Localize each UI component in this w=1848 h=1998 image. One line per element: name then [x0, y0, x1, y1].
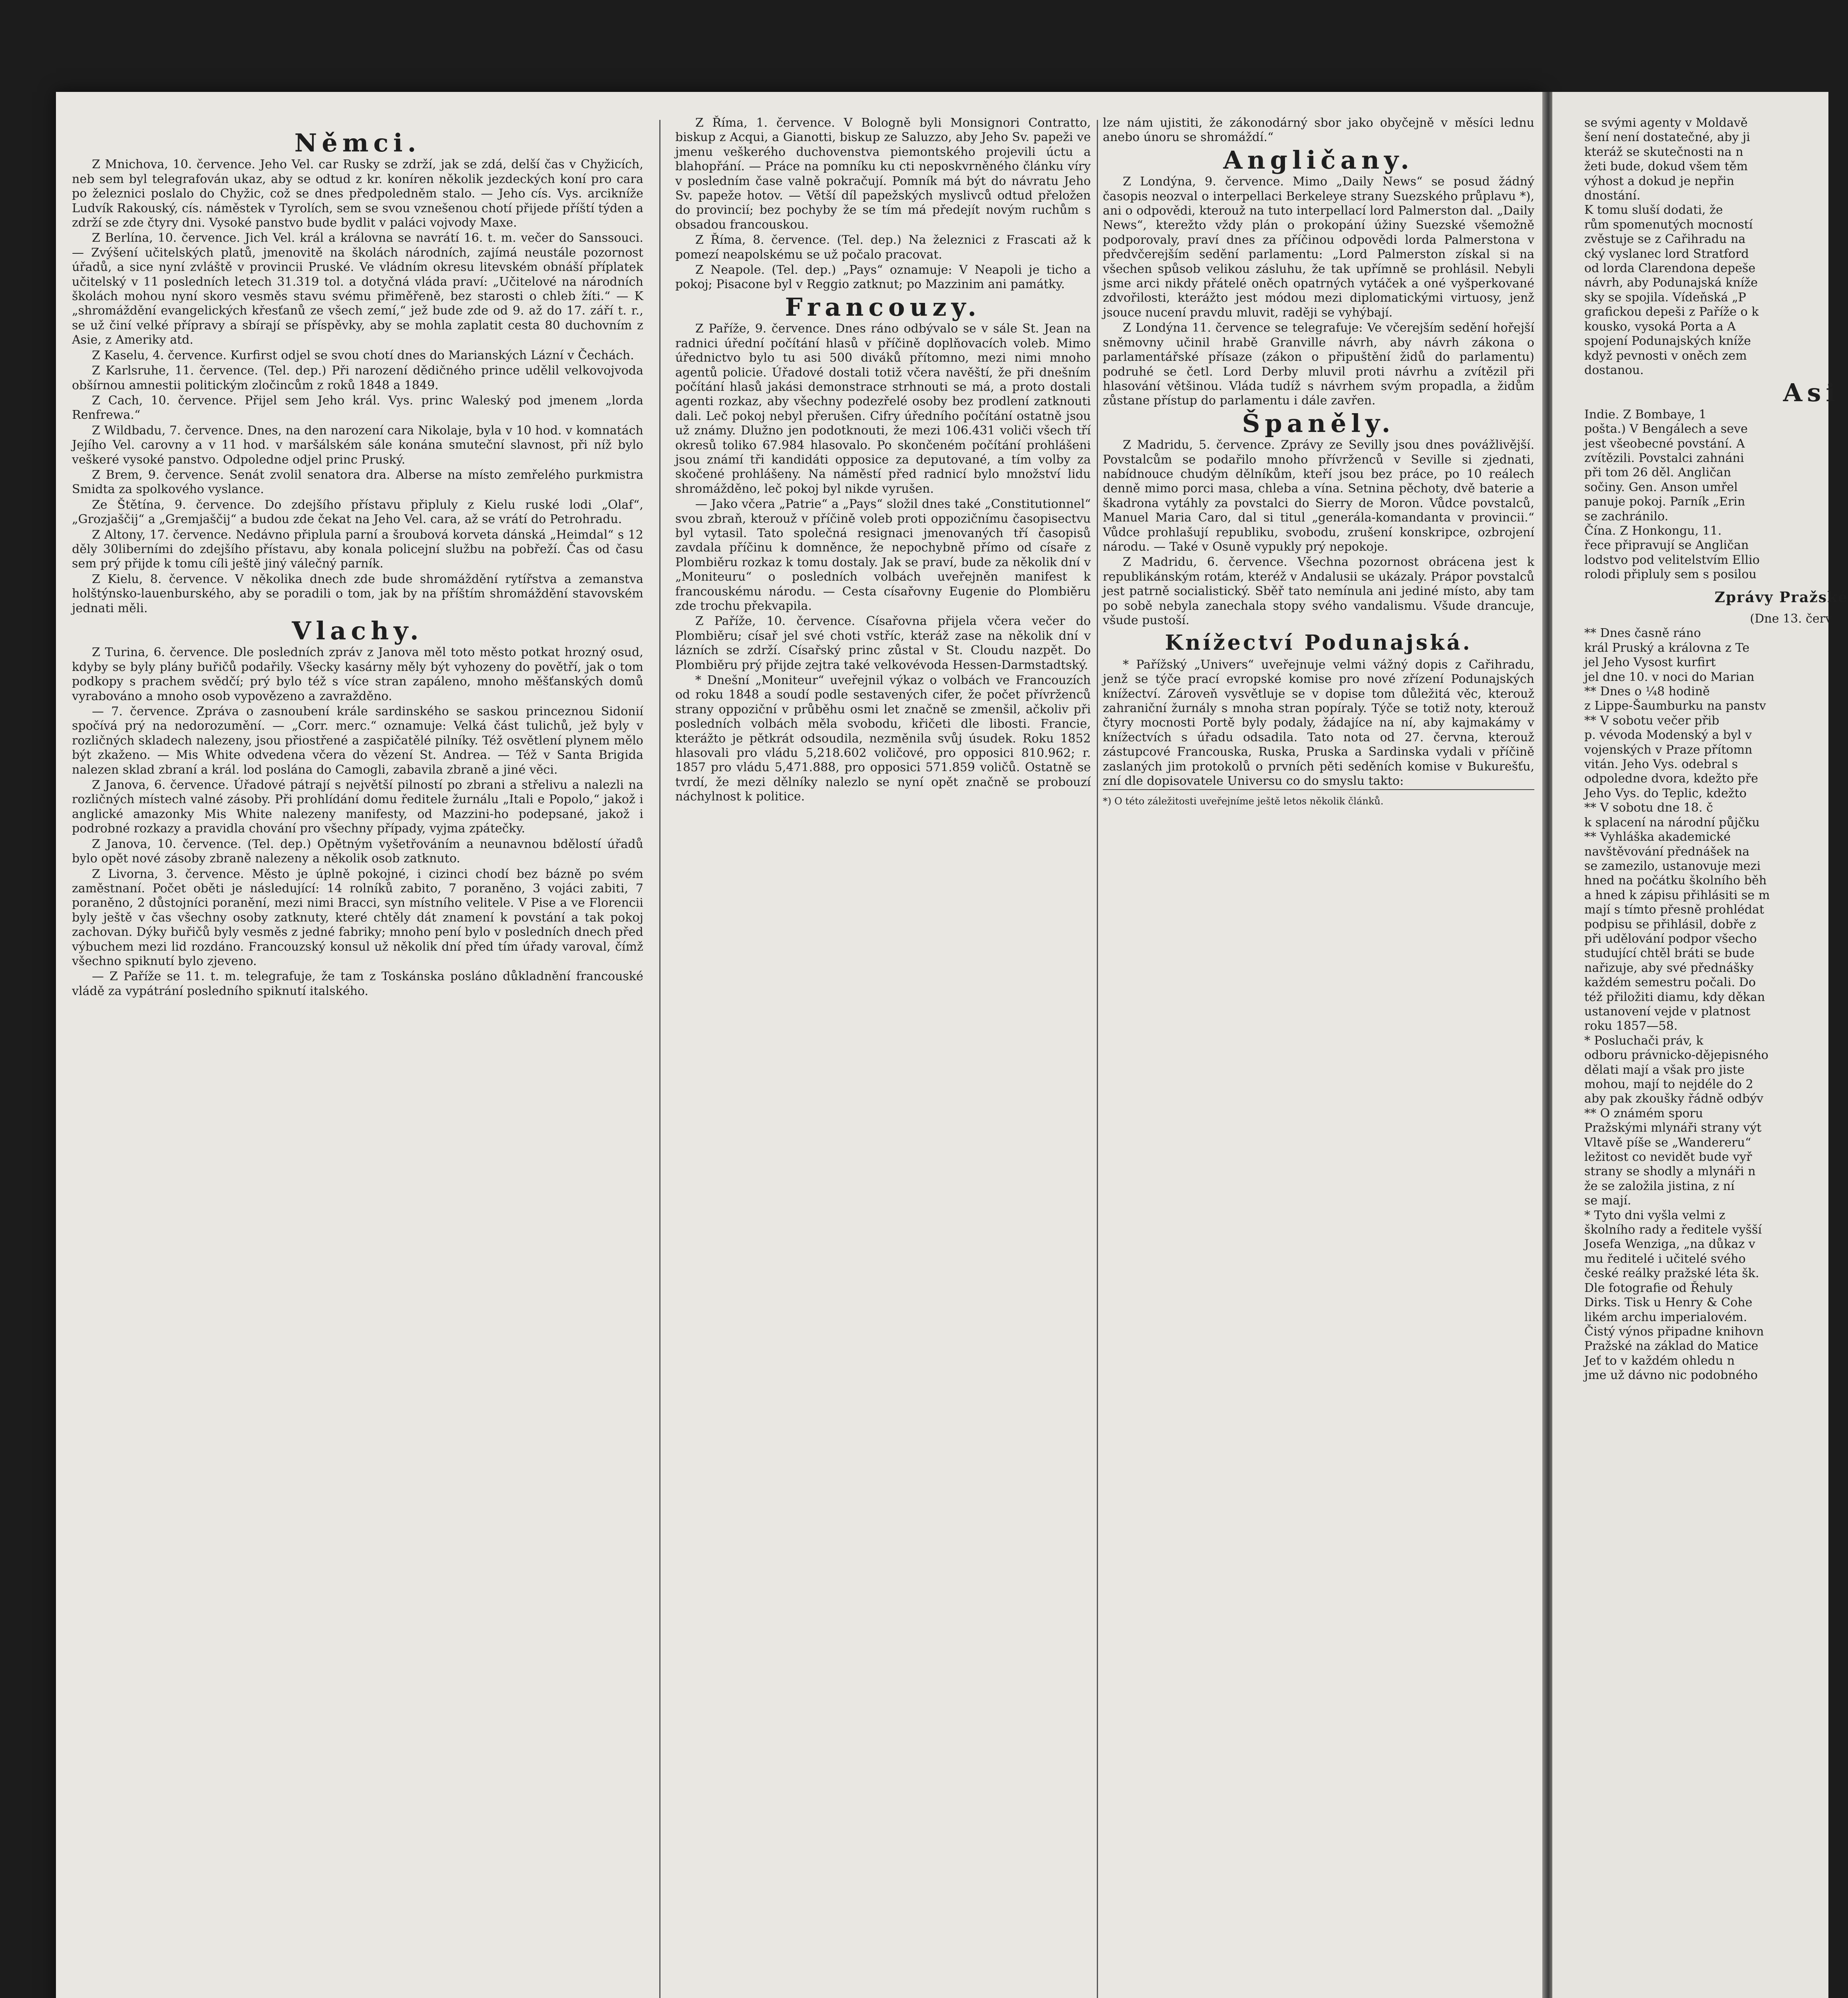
text-line: aby pak zkoušky řádně odbýv	[1584, 1092, 1764, 1106]
text-line: se zamezilo, ustanovuje mezi	[1584, 859, 1761, 873]
article-paragraph: * Dnešní „Moniteur“ uveřejnil výkaz o volbách ve Francouzích od roku 1848 a soudí podle sestavených cifer, že počet přívrženců strany oppoziční v průběhu osmi let značně se zmenšil, ačkoliv při posledních volbách měla svobodu, křičeti dle libosti. Francie, kterážto je pětkrát odsoudila, nezměnila svůj úsudek. Roku 1852 hlasovali pro vládu 5,218.602 voličové, pro opposici 810.962; r. 1857 pro vládu 5,471.888, pro opposici 571.859 voličů. Ostatně se tvrdí, že mezi dělníky nalezlo se nyní opět značně se probouzí náchylnost k politice.	[675, 673, 1091, 804]
text-line: žeti bude, dokud všem těm	[1584, 159, 1748, 174]
article-paragraph: Z Mnichova, 10. července. Jeho Vel. car Rusky se zdrží, jak se zdá, delší čas v Chyžicích, neb sem byl telegrafován ukaz, aby se odtud z kr. koníren několik jezdeckých koní pro cara po železnici poslalo do Chyžic, což se dnes předpoledněm stalo. — Jeho cís. Vys. arcikníže Ludvík Rakouský, cís. náměstek v Tyrolích, sem se svou vznešenou chotí přijede příští týden a zdrží se zde čtyry dni. Vysoké panstvo bude bydlit v paláci vojvody Maxe.	[72, 157, 643, 230]
article-paragraph: Z Janova, 6. července. Úřadové pátrají s největší pilností po zbrani a střelivu a nalezli na rozličných místech valné zásoby. Při prohlídání domu ředitele žurnálu „Itali e Popolo,“ jakož i anglické amazonky Mis White nalezeny manifesty, od Mazzini-ho podepsané, jakož i podrobné rozkazy a pravidla chování pro všechny případy, vyjma zpátečky.	[72, 778, 643, 836]
text-line: Čistý výnos připadne knihovn	[1584, 1324, 1764, 1339]
text-line: od lorda Clarendona depeše	[1584, 261, 1756, 276]
text-line: Jeho Vys. do Teplic, kdežto	[1584, 786, 1747, 800]
text-line: cký vyslanec lord Stratford	[1584, 247, 1749, 261]
text-line: české reálky pražské léta šk.	[1584, 1266, 1759, 1281]
column-4-partial	[1584, 116, 1848, 1383]
article-paragraph: Z Berlína, 10. července. Jich Vel. král a královna se navrátí 16. t. m. večer do Sanssouci. — Zvýšení učitelských platů, jmenovitě na školách národních, zajímá neustále pozornost úřadů, a sice nyní zvláště v provincii Pruské. Ve vládním okresu litevském obnáší příplatek učitelský v 11 posledních letech 31.319 tol. a dotyčná vláda praví: „Učitelové na národních školách mohou nyní skoro vesměs stavu svému přiměřeně, bez starosti o chleb žíti.“ — K „shromáždění evangelických křesťanů ze všech zemí,“ jež bude zde od 9. až do 17. září t. r., se už činí velké přípravy a sbírají se příspěvky, aby se mohla zaplatit cesta 80 duchovním z Asie, z Ameriky atd.	[72, 231, 643, 347]
article-paragraph: Z Kielu, 8. července. V několika dnech zde bude shromáždění rytířstva a zemanstva holštýnsko-lauenburského, aby se poradili o tom, jak by na příštím shromáždění stavovském jednati měli.	[72, 572, 643, 615]
article-paragraph: Ze Štětína, 9. července. Do zdejšího přístavu připluly z Kielu ruské lodi „Olaf“, „Grozjaščij“ a „Gremjaščij“ a budou zde čekat na Jeho Vel. cara, až se vrátí do Petrohradu.	[72, 498, 643, 527]
section-heading-anglicany: Angličany.	[1223, 145, 1414, 175]
text-line: král Pruský a královna z Te	[1584, 641, 1750, 655]
article-paragraph: Z Brem, 9. července. Senát zvolil senatora dra. Alberse na místo zemřelého purkmistra Smidta za spolkového vyslance.	[72, 468, 643, 497]
text-line: ležitost co nevidět bude vyř	[1584, 1150, 1752, 1164]
section-heading-spanely: Španěly.	[1242, 408, 1395, 438]
text-line: studující chtěl bráti se bude	[1584, 946, 1755, 961]
text-line: vojenských v Praze přítomn	[1584, 742, 1753, 757]
column-2	[675, 116, 1091, 805]
text-line: ** Dnes časně ráno	[1584, 626, 1701, 641]
text-line: šení není dostatečné, aby ji	[1584, 130, 1750, 145]
section-heading-nemci: Němci.	[294, 128, 421, 157]
text-line: vitán. Jeho Vys. odebral s	[1584, 757, 1738, 772]
text-line: nařizuje, aby své přednášky	[1584, 961, 1754, 975]
section-heading-knizectvi: Knížectví Podunajská.	[1165, 631, 1472, 655]
article-paragraph: Z Paříže, 9. července. Dnes ráno odbývalo se v sále St. Jean na radnici úřední počítání hlasů v příčině doplňovacích voleb. Mimo úřednictvo bylo tu asi 500 diváků přítomno, mezi nimi mnoho agentů policie. Úřadové dostali totiž včera navěští, že při dnešním počítání hlasů jakási demonstrace strhnouti se má, a proto dostali agenti rozkaz, aby všechny podezřelé osoby bez prodlení zatknouti dali. Leč pokoj nebyl přerušen. Cifry úředního počítání ostatně jsou už známy. Dlužno jen podotknouti, že mezi 106.431 voliči všech tří okresů toliko 67.984 hlasovalo. Po skončeném počítání prohlášeni jsou známí tři kandidáti opposice za deputované, a tím volby za skočené prohlášeny. Na náměstí před radnicí bylo množství lidu shromážděno, leč pokoj byl nikde vyrušen.	[675, 322, 1091, 496]
text-line: řece připravují se Angličan	[1584, 538, 1749, 553]
article-paragraph: Z Janova, 10. července. (Tel. dep.) Opětným vyšetřováním a neunavnou bdělostí úřadů bylo opět nové zásoby zbraně nalezeny a několik osob zatknuto.	[72, 837, 643, 866]
footnote: *) O této záležitosti uveřejníme ještě letos několik článků.	[1103, 789, 1534, 808]
zpravy-date: (Dne 13. červ	[1750, 612, 1832, 626]
article-paragraph: Z Livorna, 3. července. Město je úplně pokojné, i cizinci chodí bez bázně po svém zaměstnaní. Počet oběti je následující: 14 rolníků zabito, 7 poraněno, 3 vojáci zabiti, 7 poraněno, 2 důstojníci poranění, mezi nimi Bracci, syn místního velitele. V Pise a ve Florencii byly ještě v čas všechny osoby zatknuty, které chtěly dát znamení k povstání a tak pokoj zachovan. Dýky buřičů byly vesměs z jedné fabriky; mnoho pení bylo v posledních dnech před výbuchem mezi lid rozdáno. Francouzský konsul už několik dní před tím úřady varoval, čímž všechno spiknutí bylo zjeveno.	[72, 867, 643, 968]
page-gutter	[1542, 92, 1552, 1998]
text-line: mohou, mají to nejdéle do 2	[1584, 1077, 1753, 1091]
article-paragraph: Z Wildbadu, 7. července. Dnes, na den narození cara Nikolaje, byla v 10 hod. v komnatách Jejího Vel. carovny a v 11 hod. v maršálském sále konána smuteční slavnost, při níž bylo veškeré vysoké panstvo. Odpoledne odjel princ Pruský.	[72, 423, 643, 467]
text-line: ** O známém sporu	[1584, 1106, 1703, 1120]
section-heading-zpravy-prazske: Zprávy Pražské	[1714, 589, 1848, 606]
text-line: ** V sobotu večer přib	[1584, 713, 1719, 728]
text-line: dostanou.	[1584, 363, 1644, 377]
text-line: Čína. Z Honkongu, 11.	[1584, 523, 1722, 538]
article-paragraph: Z Říma, 1. července. V Bologně byli Monsignori Contratto, biskup z Acqui, a Gianotti, biskup ze Saluzzo, aby Jeho Sv. papeži ve jmenu veškerého duchovenstva piemontského projevili úctu a blahopřání. — Práce na pomníku ku cti neposkvrněného článku víry v posledním čase valně pokračují. Pomník má být do návratu Jeho Sv. papeže hotov. — Větší díl papežských myslivců odtud přeložen do provincií; bez pochyby že se tím má předejít novým ruchům s obsadou francouskou.	[675, 116, 1091, 232]
text-line: návrh, aby Podunajská kníže	[1584, 276, 1758, 290]
text-line: jel dne 10. v noci do Marian	[1584, 670, 1755, 684]
column-rule	[659, 120, 660, 1998]
text-line: školního rady a ředitele vyšší	[1584, 1223, 1762, 1237]
text-line: Vltavě píše se „Wandereru“	[1584, 1135, 1751, 1150]
text-line: ** Dnes o ¼8 hodině	[1584, 685, 1710, 699]
text-line: Josefa Wenziga, „na důkaz v	[1584, 1237, 1755, 1252]
article-paragraph: — Jako včera „Patrie“ a „Pays“ složil dnes také „Constitutionnel“ svou zbraň, kterouž v příčině voleb proti oppozičnímu časopisectvu byl vytasil. Tato společná resignaci jmenovaných tří časopisů zavdala příčinu k domněnce, že nepochybně přímo od císaře z Plombiěru rozkaz k tomu dostaly. Jak se praví, bude za několik dní v „Moniteuru“ o posledních volbách uveřejněn manifest k francouskému národu. — Cesta císařovny Eugenie do Plombiěru zde trochu překvapila.	[675, 497, 1091, 613]
article-paragraph: Z Karlsruhe, 11. července. (Tel. dep.) Při narození dědičného prince udělil velkovojvoda obšírnou amnestii politickým zločincům z roků 1848 a 1849.	[72, 364, 643, 392]
text-line: p. vévoda Modenský a byl v	[1584, 728, 1752, 742]
text-line: panuje pokoj. Parník „Erin	[1584, 495, 1745, 509]
text-line: a hned k zápisu přihlásiti se m	[1584, 888, 1770, 902]
article-paragraph: — 7. července. Zpráva o zasnoubení krále sardinského se saskou princeznou Sidonií spočívá prý na nedorozumění. — „Corr. merc.“ oznamuje: Velká část tulichů, jež byly v rozličných skladech nalezeny, jsou přiostřené a zaspičatělé pilníky. Též osvětlení plynem mělo být zkaženo. — Mis White odvedena včera do vězení St. Andrea. — Též v Santa Brigida nalezen sklad zbraní a král. lod poslána do Camogli, zabavila zbraně a jiné věci.	[72, 704, 643, 777]
text-line: dělati mají a však pro jiste	[1584, 1063, 1745, 1077]
section-heading-francouzy: Francouzy.	[785, 292, 981, 322]
text-line: odboru právnicko-dějepisného	[1584, 1048, 1768, 1063]
text-line: Dle fotografie od Řehuly	[1584, 1281, 1733, 1295]
text-line: se mají.	[1584, 1194, 1631, 1208]
text-line: též přiložiti diamu, kdy děkan	[1584, 990, 1765, 1004]
text-line: K tomu sluší dodati, že	[1584, 203, 1723, 217]
text-line: * Tyto dni vyšla velmi z	[1584, 1208, 1725, 1222]
text-line: mají s tímto přesně prohlédat	[1584, 903, 1764, 917]
text-line: spojení Podunajských kníže	[1584, 334, 1751, 348]
section-heading-vlachy: Vlachy.	[292, 616, 424, 645]
article-paragraph: Z Neapole. (Tel. dep.) „Pays“ oznamuje: V Neapoli je ticho a pokoj; Pisacone byl v Reggio zatknut; po Mazzinim ani památky.	[675, 263, 1091, 292]
article-paragraph: Z Cach, 10. července. Přijel sem Jeho král. Vys. princ Waleský pod jmenem „lorda Renfrewa.“	[72, 393, 643, 422]
text-line: * Posluchači práv, k	[1584, 1033, 1703, 1048]
column-rule	[1097, 120, 1098, 1998]
article-paragraph: Z Altony, 17. července. Nedávno připlula parní a šroubová korveta dánská „Heimdal“ s 12 děly 30liberními do zdejšího přístavu, aby konala policejní službu na pobřeží. Čas od času sem prý přijde k tomu cíli ještě jiný válečný parník.	[72, 527, 643, 571]
text-line: roku 1857—58.	[1584, 1019, 1678, 1033]
text-line: navštěvování přednášek na	[1584, 844, 1750, 859]
text-line: kousko, vysoká Porta a A	[1584, 319, 1736, 334]
article-paragraph: lze nám ujistiti, že zákonodárný sbor jako obyčejně v měsíci lednu anebo únoru se shromáždí.“	[1103, 116, 1534, 145]
text-line: lodstvo pod velitelstvím Ellio	[1584, 553, 1760, 567]
text-line: likém archu imperialovém.	[1584, 1310, 1747, 1324]
article-paragraph: — Z Paříže se 11. t. m. telegrafuje, že tam z Toskánska posláno důkladnění francouské vládě za vypátrání posledního spiknutí italského.	[72, 969, 643, 998]
text-line: mu ředitelé i učitelé svého	[1584, 1252, 1746, 1266]
text-line: grafickou depeši z Paříže o k	[1584, 305, 1759, 319]
text-line: ** V sobotu dne 18. č	[1584, 801, 1713, 815]
text-line: z Lippe-Šaumburku na panstv	[1584, 699, 1766, 713]
article-paragraph: Z Paříže, 10. července. Císařovna přijela včera večer do Plombiěru; císař jel své choti vstříc, kteráž zase na několik dní v lázních se zdrží. Císařský princ zůstal v St. Cloudu nazpět. Do Plombiěru prý přijde zejtra také velkovévoda Hessen-Darmstadtský.	[675, 614, 1091, 672]
text-line: rolodi připluly sem s posilou	[1584, 567, 1757, 582]
article-paragraph: Z Říma, 8. července. (Tel. dep.) Na železnici z Frascati až k pomezí neapolskému se už počalo pracovat.	[675, 233, 1091, 262]
text-line: že se založila jistina, z ní	[1584, 1179, 1735, 1193]
text-line: Jeť to v každém ohledu n	[1584, 1353, 1735, 1368]
text-line: zvěstuje se z Cařihradu na	[1584, 232, 1746, 247]
text-line: když pevnosti v oněch zem	[1584, 348, 1747, 363]
text-line: při tom 26 děl. Angličan	[1584, 466, 1731, 480]
text-line: se zachránilo.	[1584, 509, 1669, 523]
column-1	[72, 128, 643, 999]
article-paragraph: Z Londýna 11. července se telegrafuje: Ve včerejším sedění hořejší sněmovny učinil hrabě Granville návrh, aby návrh zákona o parlamentářské přísaze (zákon o připuštění židů do parlamentu) podruhé se četl. Lord Derby mluvil proti návrhu a zvítězil při hlasování většinou. Vláda tudíž s návrhem svým propadla, a židům zůstane přístup do parlamentu i dále zavřen.	[1103, 321, 1534, 408]
text-line: rům spomenutých mocností	[1584, 217, 1753, 232]
text-line: Indie. Z Bombaye, 1	[1584, 407, 1707, 422]
text-line: při udělování podpor všecho	[1584, 931, 1757, 946]
column-3	[1103, 116, 1534, 810]
text-line: k splacení na národní půjčku	[1584, 815, 1760, 830]
text-line: jme už dávno nic podobného	[1584, 1368, 1758, 1383]
text-line: Dirks. Tisk u Henry & Cohe	[1584, 1296, 1753, 1310]
article-paragraph: Z Londýna, 9. července. Mimo „Daily News“ se posud žádný časopis neozval o interpellaci Berkeleye strany Suezského průplavu *), ani o odpovědi, kterouž na tuto interpellací lord Palmerston dal. „Daily News“, kterežto vždy plán o prokopání úžiny Suezské všemožně podporovaly, praví dnes za příčinou odpovědi lorda Palmerstona v předvčerejším sedění parlamentu: „Lord Palmerston získal si na všechen spůsob velikou zásluhu, že tak upřímně se prohlásil. Nebyli jsme arci nikdy přátelé oněch opatrných vytáček a oné vyšperkované zdvořilosti, kterážto jest módou mezi diplomatickými virtuosy, jenž jsouce nucení pravdu mluvit, raději se vyhýbají.	[1103, 175, 1534, 320]
text-line: ** Vyhláška akademické	[1584, 830, 1731, 844]
text-line: jel Jeho Vysost kurfirt	[1584, 655, 1716, 670]
text-line: ustanovení vejde v platnost	[1584, 1004, 1751, 1019]
text-line: kteráž se skutečnosti na n	[1584, 145, 1743, 159]
text-line: jest všeobecné povstání. A	[1584, 436, 1745, 451]
text-line: Pražské na základ do Matice	[1584, 1339, 1758, 1353]
text-line: podpisu se přihlásil, dobře z	[1584, 917, 1756, 931]
text-line: dnostání.	[1584, 189, 1641, 203]
article-paragraph: Z Turina, 6. července. Dle posledních zpráv z Janova měl toto město potkat hrozný osud, kdyby se byly plány buřičů podařily. Všecky kasárny měly být vyhozeny do povětří, jak o tom podkopy s prachem svědčí; prý bylo též s více stran zapáleno, mnoho měšťanských domů vyrabováno a mnoho osob vypovězeno a zavražděno.	[72, 645, 643, 703]
text-line: hned na počátku školního běh	[1584, 874, 1767, 888]
text-line: odpoledne dvora, kdežto pře	[1584, 772, 1758, 786]
text-line: Pražskými mlynáři strany výt	[1584, 1121, 1762, 1135]
text-line: pošta.) V Bengálech a seve	[1584, 422, 1748, 436]
section-heading-asie: Asi	[1783, 378, 1840, 408]
text-line: zvítězili. Povstalci zahnáni	[1584, 451, 1744, 465]
article-paragraph: Z Madridu, 6. července. Všechna pozornost obrácena jest k republikánským rotám, kteréž v Andalusii se ukázaly. Prápor povstalců jest patrně socialistický. Sběř tato nemínula ani jediné místo, aby tam po sobě nebyla zanechala stopy svého vandalismu. Všude drancuje, všude pustoší.	[1103, 555, 1534, 627]
article-paragraph: Z Madridu, 5. července. Zprávy ze Sevilly jsou dnes povážlivější. Povstalcům se podařilo mnoho přívrženců v Seville si zjednati, nabídnouce chudým dělníkům, kteří jsou bez práce, po 10 reálech denně mimo porci masa, chleba a vína. Setnina pěchoty, dvě baterie a škadrona vytáhly za povstalci do Sierry de Moron. Vůdce povstalců, Manuel Maria Caro, dal si titul „generála-komandanta v provincii.“ Vůdce prohlašují republiku, svobodu, zrušení konskripce, ozbrojení národu. — Také v Osuně vypukly prý nepokoje.	[1103, 438, 1534, 554]
text-line: sočiny. Gen. Anson umřel	[1584, 480, 1738, 494]
text-line: se svými agenty v Moldavě	[1584, 116, 1748, 130]
text-line: strany se shodly a mlynáři n	[1584, 1164, 1756, 1179]
article-paragraph: Z Kaselu, 4. července. Kurfirst odjel se svou chotí dnes do Marianských Lázní v Čechách.	[92, 348, 634, 362]
text-line: každém semestru počali. Do	[1584, 975, 1756, 990]
article-paragraph: * Pařížský „Univers“ uveřejnuje velmi vážný dopis z Cařihradu, jenž se týče prací evropské komise pro nové zřízení Podunajských knížectví. Zároveň vysvětluje se v dopise tom důležitá věc, kterouž zahraniční žurnály s mnoha stran popíraly. Týče se totiž noty, kterouž čtyry mocnosti Portě byly podaly, žádajíce na ní, aby kajmakámy v knížectvích s úřadu odsadila. Tato nota od 27. června, kterouž zástupcové Francouska, Ruska, Pruska a Sardinska vydali v příčině zaslaných jim protokolů o prvních pěti seděních komise v Bukurešťu, zní dle dopisovatele Universu co do smyslu takto:	[1103, 657, 1534, 788]
text-line: výhost a dokud je nepřin	[1584, 174, 1735, 188]
text-line: sky se spojila. Vídeňská „P	[1584, 290, 1747, 304]
